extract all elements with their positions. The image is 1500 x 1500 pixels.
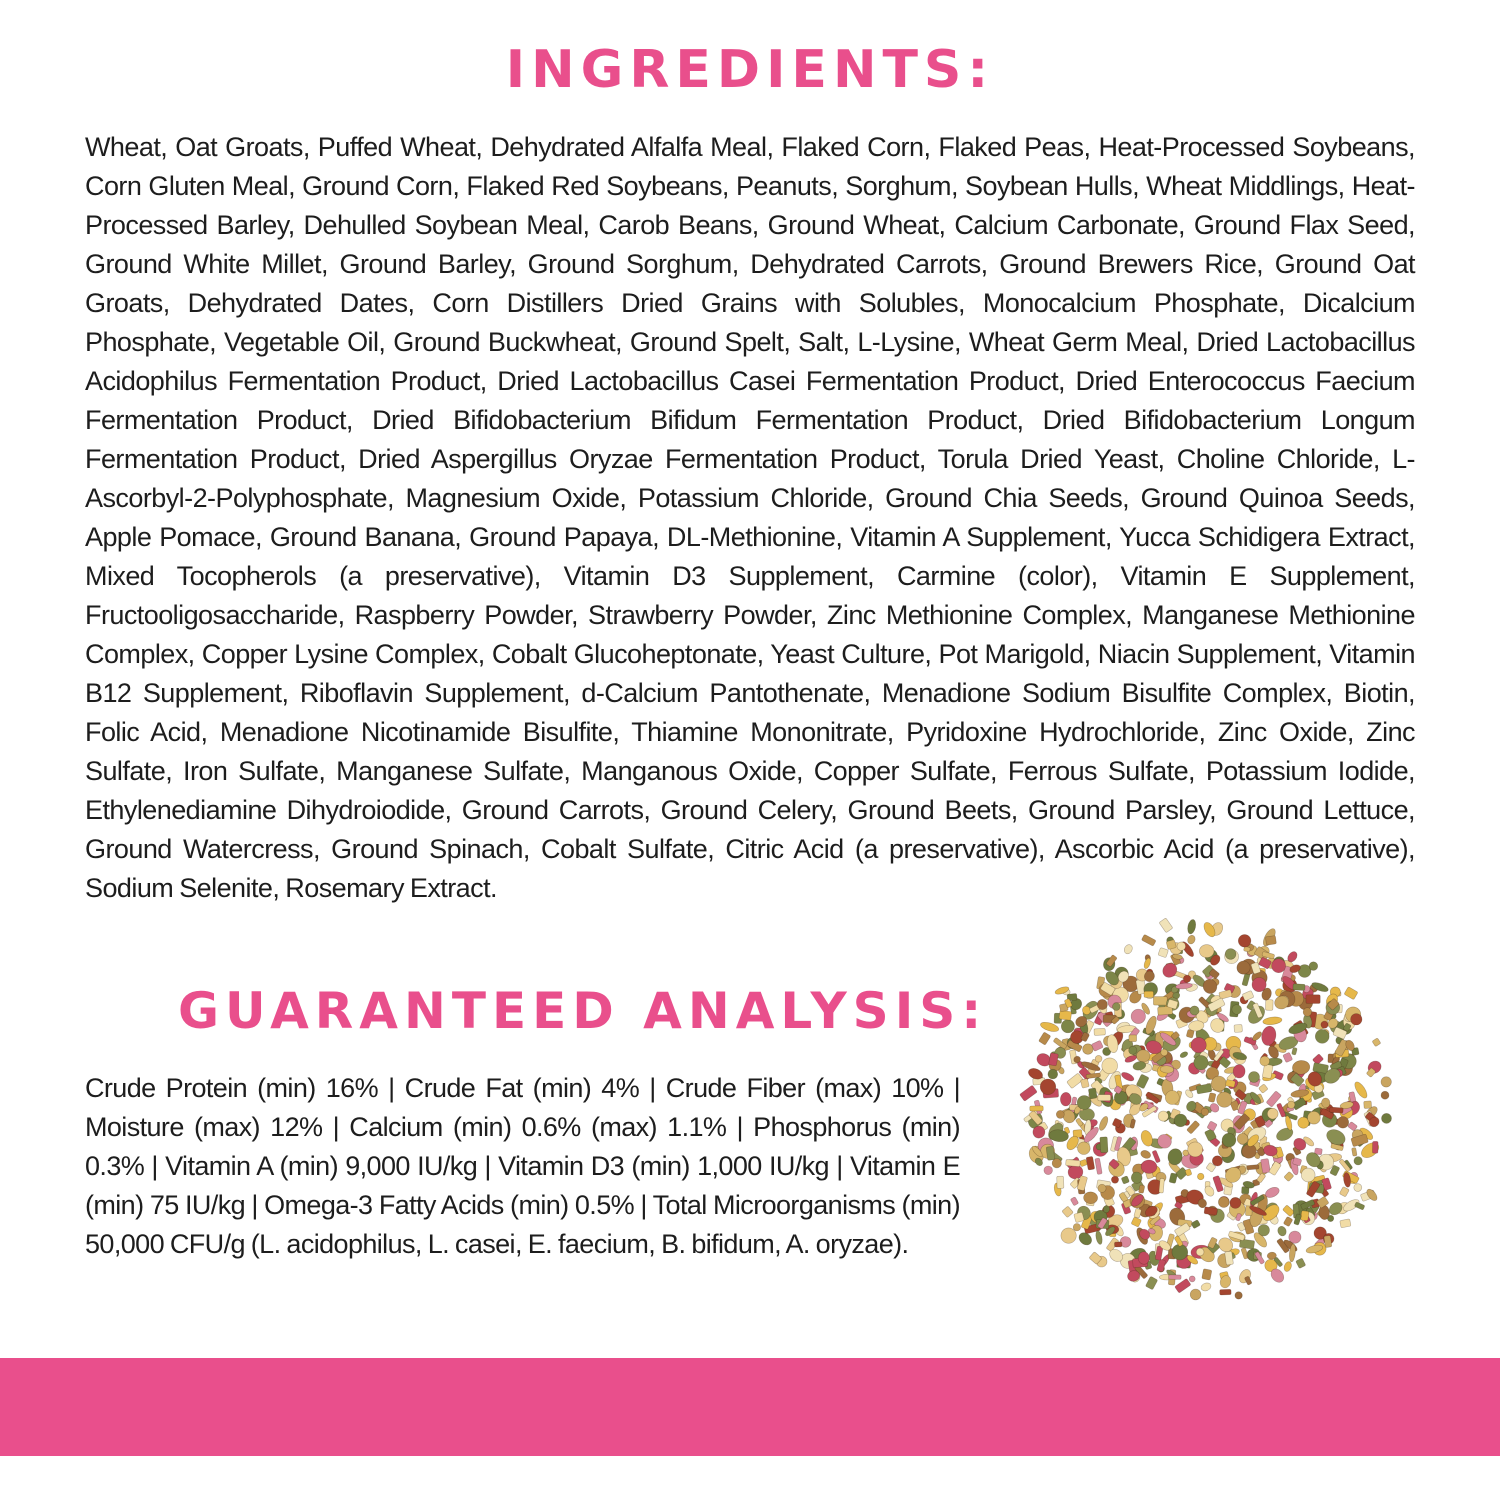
food-piece xyxy=(1238,935,1251,948)
ingredients-title: INGREDIENTS: xyxy=(505,40,995,100)
food-piece xyxy=(1179,1051,1189,1059)
food-piece xyxy=(1112,1003,1120,1011)
food-piece xyxy=(1098,1095,1111,1101)
food-piece xyxy=(1066,1159,1081,1166)
food-piece xyxy=(1061,1228,1076,1243)
food-piece xyxy=(1040,1079,1056,1095)
food-piece xyxy=(1144,1015,1159,1036)
food-piece xyxy=(1177,942,1186,951)
food-piece xyxy=(1315,1030,1329,1044)
food-piece xyxy=(1111,1176,1118,1183)
food-piece xyxy=(1353,1182,1363,1192)
food-piece xyxy=(1204,1207,1218,1216)
food-piece xyxy=(1306,995,1320,1004)
food-piece xyxy=(1364,1101,1372,1109)
food-piece xyxy=(1219,989,1233,999)
food-piece xyxy=(1191,1220,1201,1229)
food-piece xyxy=(1183,975,1190,982)
food-piece xyxy=(1218,1197,1229,1208)
food-piece xyxy=(1141,1160,1157,1174)
food-piece xyxy=(1140,1149,1152,1160)
food-piece xyxy=(1070,1197,1078,1206)
footer-band xyxy=(0,1358,1500,1456)
food-piece xyxy=(1220,1289,1232,1295)
food-piece xyxy=(1197,1173,1204,1180)
food-pile-image xyxy=(1010,912,1410,1307)
food-piece xyxy=(1048,1069,1058,1079)
food-piece xyxy=(1260,1056,1270,1066)
food-piece xyxy=(1283,1052,1293,1062)
food-piece xyxy=(1202,1269,1212,1280)
food-piece xyxy=(1190,1006,1199,1015)
food-piece xyxy=(1190,1289,1201,1300)
food-piece xyxy=(1057,1176,1064,1188)
food-piece xyxy=(1114,1091,1127,1104)
food-piece xyxy=(1289,1231,1301,1243)
food-piece xyxy=(1046,1146,1055,1160)
food-piece xyxy=(1159,918,1173,933)
food-piece xyxy=(1258,1225,1269,1236)
guaranteed-analysis-text: Crude Protein (min) 16% | Crude Fat (min) 4% | Crude Fiber (max) 10% | Moisture (max) 12% | Calcium (min) 0.6% (max) 1.1% | Phosphorus (min) 0.3% | Vitamin A (min) 9,000 IU/kg | Vitamin D3 (min) 1,000 IU/kg | Vitamin E (min) 75 IU/kg | Omega-3 Fatty Acids (min) 0.5% | Total Microorganisms (min) 50,000 CFU/g (L. acidophilus, L. casei, E. faecium, B. bifidum, A. oryzae). xyxy=(85,1073,960,1259)
food-piece xyxy=(1293,984,1305,991)
food-piece xyxy=(1372,1038,1381,1047)
food-piece xyxy=(1247,1165,1260,1170)
food-piece xyxy=(1136,1050,1150,1063)
food-piece xyxy=(1131,1217,1142,1227)
food-piece xyxy=(1039,1032,1051,1045)
food-piece xyxy=(1102,1058,1118,1074)
food-piece xyxy=(1200,1282,1212,1293)
food-piece xyxy=(1169,1173,1177,1184)
food-piece xyxy=(1230,1197,1241,1208)
food-piece xyxy=(1056,1110,1064,1118)
food-piece xyxy=(1188,1142,1203,1157)
food-piece xyxy=(1020,1085,1038,1101)
food-piece xyxy=(1222,1133,1236,1147)
food-piece xyxy=(1381,1077,1391,1087)
food-piece xyxy=(1201,1108,1209,1116)
food-piece xyxy=(1189,1276,1195,1282)
food-piece xyxy=(1225,949,1236,960)
food-piece xyxy=(1199,945,1214,958)
food-piece xyxy=(1265,1000,1273,1011)
food-piece xyxy=(1141,934,1156,946)
food-piece xyxy=(1059,1010,1072,1020)
food-piece xyxy=(1095,1158,1102,1174)
food-piece xyxy=(1309,962,1318,971)
food-piece xyxy=(1061,1020,1074,1033)
food-piece xyxy=(1237,961,1250,974)
food-piece xyxy=(1381,1091,1389,1099)
food-piece xyxy=(1340,1219,1351,1228)
food-piece xyxy=(1120,1071,1135,1083)
food-piece xyxy=(1165,1091,1179,1105)
food-piece xyxy=(1208,1093,1216,1103)
food-piece xyxy=(1095,1230,1104,1245)
food-piece xyxy=(1262,1064,1273,1079)
food-piece xyxy=(1339,1187,1349,1197)
food-piece xyxy=(1186,1029,1194,1038)
food-piece xyxy=(1225,1251,1234,1265)
ingredients-list: Wheat, Oat Groats, Puffed Wheat, Dehydrated Alfalfa Meal, Flaked Corn, Flaked Peas, Heat-Processed Soybeans, Corn Gluten Meal, Ground Corn, Flaked Red Soybeans, Peanuts, Sorghum, Soybean Hulls, Wheat Middlings, Heat-Processed Barley, Dehulled Soybean Meal, Carob Beans, Ground Wheat, Calcium Carbonate, Ground Flax Seed, Ground White Millet, Ground Barley, Ground Sorghum, Dehydrated Carrots, Ground Brewers Rice, Ground Oat Groats, Dehydrated Dates, Corn Distillers Dried Grains with Solubles, Monocalcium Phosphate, Dicalcium Phosphate, Vegetable Oil, Ground Buckwheat, Ground Spelt, Salt, L-Lysine, Wheat Germ Meal, Dried Lactobacillus Acidophilus Fermentation Product, Dried Lactobacillus Casei Fermentation Product, Dried Enterococcus Faecium Fermentation Product, Dried Bifidobacterium Bifidum Fermentation Product, Dried Bifidobacterium Longum Fermentation Product, Dried Aspergillus Oryzae Fermentation Product, Torula Dried Yeast, Choline Chloride, L-Ascorbyl-2-Polyphosphate, Magnesium Oxide, Potassium Chloride, Ground Chia Seeds, Ground Quinoa Seeds, Apple Pomace, Ground Banana, Ground Papaya, DL-Methionine, Vitamin A Supplement, Yucca Schidigera Extract, Mixed Tocopherols (a preservative), Vitamin D3 Supplement, Carmine (color), Vitamin E Supplement, Fructooligosaccharide, Raspberry Powder, Strawberry Powder, Zinc Methionine Complex, Manganese Methionine Complex, Copper Lysine Complex, Cobalt Glucoheptonate, Yeast Culture, Pot Marigold, Niacin Supplement, Vitamin B12 Supplement, Riboflavin Supplement, d-Calcium Pantothenate, Menadione Sodium Bisulfite Complex, Biotin, Folic Acid, Menadione Nicotinamide Bisulfite, Thiamine Mononitrate, Pyridoxine Hydrochloride, Zinc Oxide, Zinc Sulfate, Iron Sulfate, Manganese Sulfate, Manganous Oxide, Copper Sulfate, Ferrous Sulfate, Potassium Iodide, Ethylenediamine Dihydroiodide, Ground Carrots, Ground Celery, Ground Beets, Ground Parsley, Ground Lettuce, Ground Watercress, Ground Spinach, Cobalt Sulfate, Citric Acid (a preservative), Ascorbic Acid (a preservative), Sodium Selenite, Rosemary Extract. xyxy=(85,132,1415,903)
food-piece xyxy=(1074,1212,1085,1223)
food-piece xyxy=(1169,1275,1182,1280)
food-piece xyxy=(1159,1178,1165,1193)
food-piece xyxy=(1351,1014,1362,1025)
food-piece xyxy=(1284,1171,1294,1181)
food-piece xyxy=(1262,1016,1282,1026)
food-piece xyxy=(1321,1021,1328,1028)
food-piece xyxy=(1354,1157,1362,1165)
food-piece xyxy=(1100,1137,1108,1153)
guaranteed-analysis-title: GUARANTEED ANALYSIS: xyxy=(178,982,988,1040)
food-piece xyxy=(1134,1208,1142,1218)
food-piece xyxy=(1083,1192,1098,1205)
food-piece xyxy=(1382,1113,1392,1123)
food-piece xyxy=(1301,1168,1315,1182)
food-piece xyxy=(1330,1107,1344,1113)
food-piece xyxy=(1094,1028,1106,1035)
food-piece xyxy=(1161,1049,1168,1056)
food-piece xyxy=(1060,1092,1071,1106)
food-piece xyxy=(1244,1276,1252,1285)
food-piece xyxy=(1073,1224,1080,1231)
food-piece xyxy=(1324,1127,1348,1148)
food-piece xyxy=(1249,1072,1260,1083)
food-piece xyxy=(1292,1047,1298,1055)
food-piece xyxy=(1030,1106,1043,1111)
food-piece xyxy=(1217,1092,1232,1107)
food-piece xyxy=(1233,1064,1246,1078)
food-piece xyxy=(1153,997,1167,1006)
food-piece xyxy=(1129,1035,1137,1042)
food-piece xyxy=(1212,1156,1222,1166)
food-piece xyxy=(1265,936,1276,946)
food-piece xyxy=(1144,991,1154,997)
food-piece xyxy=(1145,1276,1157,1290)
food-piece xyxy=(1121,1176,1129,1184)
food-piece xyxy=(1234,1024,1243,1032)
food-piece xyxy=(1196,1248,1204,1256)
food-piece xyxy=(1301,1211,1309,1221)
food-piece xyxy=(1207,1121,1217,1131)
food-piece xyxy=(1143,957,1152,969)
food-piece xyxy=(1088,1088,1097,1099)
food-piece xyxy=(1267,1108,1278,1119)
food-piece xyxy=(1235,1292,1242,1299)
food-piece xyxy=(1272,959,1286,973)
food-piece xyxy=(1078,1142,1091,1155)
food-piece xyxy=(1131,1009,1145,1023)
food-piece xyxy=(1354,1202,1365,1210)
food-piece xyxy=(1095,1055,1102,1062)
food-piece xyxy=(1296,1258,1306,1269)
food-piece xyxy=(1098,1115,1110,1131)
food-piece xyxy=(1252,978,1266,992)
food-piece xyxy=(1174,1114,1187,1127)
food-piece xyxy=(1283,1261,1293,1273)
food-piece xyxy=(1077,1096,1091,1110)
food-piece xyxy=(1086,1156,1095,1170)
food-piece xyxy=(1044,1166,1053,1175)
food-piece xyxy=(1283,1216,1293,1226)
food-piece xyxy=(1186,934,1196,945)
food-piece xyxy=(1276,1225,1287,1237)
food-piece xyxy=(1259,1084,1269,1094)
food-piece xyxy=(1211,1076,1226,1091)
food-piece xyxy=(1097,999,1107,1009)
food-piece xyxy=(1166,940,1176,950)
food-piece xyxy=(1098,1184,1106,1192)
food-piece xyxy=(1191,1037,1206,1052)
food-piece xyxy=(1308,1111,1321,1124)
food-piece xyxy=(1288,1101,1295,1108)
food-piece xyxy=(1186,919,1196,935)
food-piece xyxy=(1324,1235,1332,1247)
food-piece xyxy=(1372,1141,1378,1153)
food-piece xyxy=(1123,943,1134,955)
food-piece xyxy=(1352,1147,1358,1156)
food-piece xyxy=(1303,1008,1312,1017)
food-piece xyxy=(1114,1242,1122,1247)
food-piece xyxy=(1175,1278,1191,1293)
food-piece xyxy=(1337,1117,1349,1129)
food-piece xyxy=(1080,1078,1089,1088)
food-piece xyxy=(1062,1206,1074,1218)
food-piece xyxy=(1251,1030,1263,1042)
food-piece xyxy=(1344,987,1358,1000)
food-piece xyxy=(1158,947,1169,957)
food-piece xyxy=(1158,1111,1168,1121)
